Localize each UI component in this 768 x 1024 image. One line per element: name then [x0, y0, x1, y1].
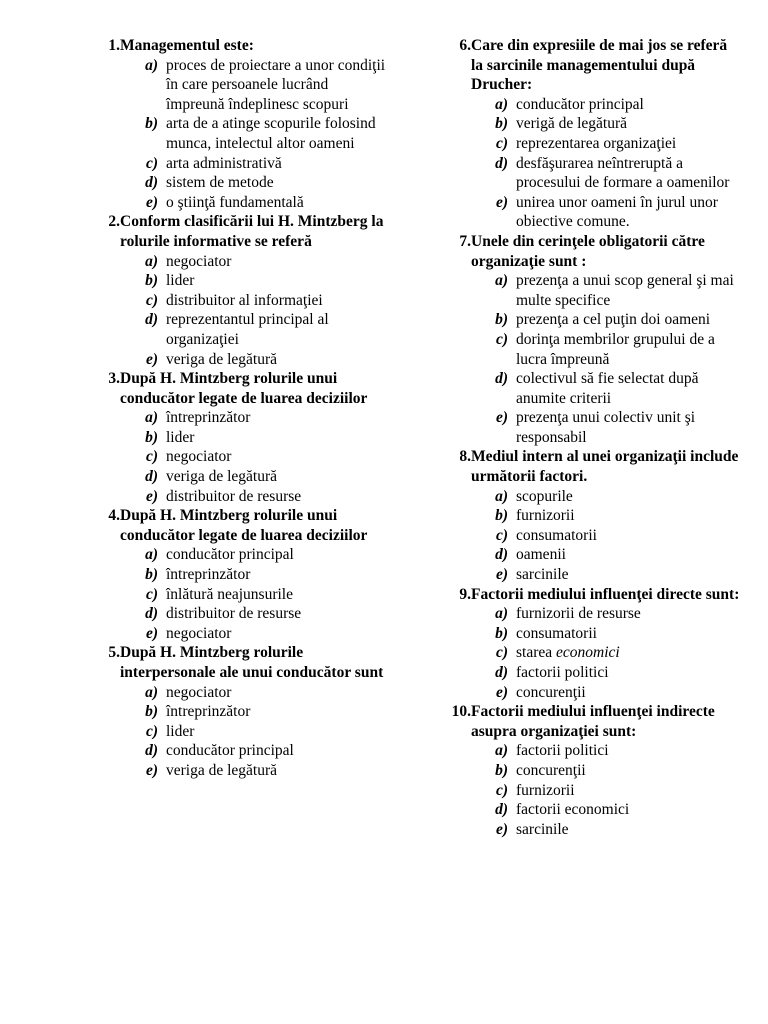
option-text — [516, 487, 740, 507]
option-text-main: lider — [166, 272, 195, 290]
answer-option — [90, 271, 390, 291]
option-text — [166, 271, 390, 291]
question-number: 5. — [108, 644, 120, 662]
option-text-main: desfăşurarea neîntreruptă a procesului de formare a oamenilor — [516, 154, 730, 192]
answer-option — [90, 350, 390, 370]
option-text — [516, 683, 740, 703]
option-text-main: veriga de legătură — [166, 350, 278, 368]
option-letter: c) — [145, 291, 158, 309]
option-text — [166, 173, 390, 193]
question-number: 4. — [108, 507, 120, 525]
option-text-main: negociator — [166, 624, 232, 642]
option-text — [516, 330, 740, 369]
option-list — [90, 408, 390, 506]
option-text — [166, 252, 390, 272]
option-letter: b) — [495, 311, 508, 329]
answer-option — [90, 114, 390, 153]
question-number: 3. — [108, 370, 120, 388]
question-text: Conform clasificării lui H. Mintzberg la rolurile informative se referă — [120, 213, 384, 250]
option-text — [516, 741, 740, 761]
question-number: 1. — [108, 37, 120, 54]
option-letter: b) — [145, 115, 158, 133]
option-letter: a) — [495, 605, 508, 623]
option-letter: b) — [495, 624, 508, 642]
option-text — [516, 643, 740, 663]
question-block — [90, 643, 390, 780]
question-block — [90, 212, 390, 369]
answer-option — [90, 56, 390, 115]
option-text — [166, 56, 390, 115]
option-text — [516, 545, 740, 565]
option-letter: b) — [145, 428, 158, 446]
answer-option — [440, 526, 740, 546]
question-number: 10. — [451, 703, 471, 721]
option-letter: a) — [145, 56, 158, 74]
option-text-main: arta administrativă — [166, 154, 282, 172]
option-letter: c) — [495, 330, 508, 348]
answer-option — [90, 702, 390, 722]
option-text — [166, 467, 390, 487]
option-letter: e) — [495, 193, 508, 211]
option-letter: b) — [145, 566, 158, 584]
option-text — [166, 193, 390, 213]
option-text-main: veriga de legătură — [166, 468, 278, 486]
option-text — [166, 702, 390, 722]
right-column — [440, 36, 740, 839]
option-text — [166, 741, 390, 761]
option-letter: c) — [145, 154, 158, 172]
question-heading — [440, 232, 740, 271]
option-text — [166, 408, 390, 428]
question-text: Factorii mediului influenţei indirecte asupra organizaţiei sunt: — [471, 703, 715, 740]
option-text — [166, 447, 390, 467]
left-column — [90, 36, 390, 781]
answer-option — [90, 310, 390, 349]
question-text: După H. Mintzberg rolurile unui conducător legate de luarea deciziilor — [120, 370, 368, 407]
answer-option — [440, 134, 740, 154]
option-text — [516, 820, 740, 840]
question-block — [440, 702, 740, 839]
question-text: Managementul este: — [120, 37, 254, 54]
question-number: 7. — [459, 232, 471, 250]
answer-option — [440, 820, 740, 840]
option-letter: e) — [495, 820, 508, 838]
option-letter: b) — [495, 507, 508, 525]
option-letter: b) — [495, 761, 508, 779]
question-heading — [90, 212, 390, 251]
option-text — [516, 761, 740, 781]
option-text-main: verigă de legătură — [516, 115, 628, 133]
option-letter: c) — [495, 526, 508, 544]
option-text-main: furnizorii de resurse — [516, 605, 641, 623]
option-letter: c) — [145, 585, 158, 603]
answer-option — [90, 722, 390, 742]
option-text — [516, 565, 740, 585]
answer-option — [440, 643, 740, 663]
answer-option — [90, 487, 390, 507]
option-text — [516, 114, 740, 134]
question-number: 6. — [459, 37, 471, 54]
answer-option — [90, 428, 390, 448]
answer-option — [90, 585, 390, 605]
option-letter: a) — [495, 742, 508, 760]
question-heading — [440, 585, 740, 605]
option-list — [440, 741, 740, 839]
option-text — [516, 408, 740, 447]
question-block — [440, 232, 740, 448]
answer-option — [440, 95, 740, 115]
option-list — [440, 487, 740, 585]
answer-option — [90, 154, 390, 174]
option-letter: a) — [145, 683, 158, 701]
option-text — [516, 369, 740, 408]
option-list — [90, 683, 390, 781]
option-text — [516, 134, 740, 154]
option-text-main: conducător principal — [516, 95, 644, 113]
option-list — [90, 56, 390, 213]
option-letter: e) — [145, 193, 158, 211]
option-letter: b) — [495, 115, 508, 133]
question-text: Factorii mediului influenţei directe sunt: — [471, 585, 740, 603]
question-text: Mediul intern al unei organizaţii include următorii factori. — [471, 448, 739, 486]
option-text-main: furnizorii — [516, 781, 575, 799]
option-text-main: întreprinzător — [166, 409, 251, 427]
option-list — [90, 545, 390, 643]
option-text-main: o ştiinţă fundamentală — [166, 193, 304, 211]
option-text-main: factorii politici — [516, 664, 609, 681]
answer-option — [440, 487, 740, 507]
answer-option — [440, 545, 740, 565]
option-text — [166, 310, 390, 349]
option-letter: c) — [145, 448, 158, 466]
option-letter: d) — [145, 174, 158, 192]
option-list — [90, 252, 390, 370]
option-text — [516, 526, 740, 546]
answer-option — [440, 624, 740, 644]
option-list — [440, 95, 740, 232]
answer-option — [90, 741, 390, 761]
option-text-main: conducător principal — [166, 742, 294, 760]
answer-option — [90, 467, 390, 487]
question-block — [440, 36, 740, 232]
option-text — [166, 154, 390, 174]
question-text: Care din expresiile de mai jos se referă la sarcinile managementului după Drucher: — [471, 37, 728, 94]
answer-option — [90, 604, 390, 624]
option-letter: d) — [145, 742, 158, 760]
option-letter: e) — [495, 566, 508, 584]
option-text — [516, 193, 740, 232]
option-text — [166, 604, 390, 624]
option-text — [516, 624, 740, 644]
question-text: Unele din cerinţele obligatorii către organizaţie sunt : — [471, 232, 705, 270]
answer-option — [440, 408, 740, 447]
option-text — [166, 585, 390, 605]
answer-option — [90, 565, 390, 585]
option-letter: b) — [145, 272, 158, 290]
answer-option — [90, 173, 390, 193]
option-letter: e) — [495, 683, 508, 701]
answer-option — [440, 781, 740, 801]
question-heading — [90, 643, 390, 682]
option-letter: d) — [495, 370, 508, 388]
answer-option — [90, 252, 390, 272]
option-text-main: prezenţa unui colectiv unit şi responsabil — [516, 409, 696, 446]
option-letter: e) — [145, 487, 158, 505]
option-letter: c) — [495, 644, 508, 662]
option-text — [516, 781, 740, 801]
option-letter: a) — [145, 546, 158, 564]
option-letter: c) — [495, 781, 508, 799]
option-text-main: lider — [166, 428, 195, 446]
option-text — [516, 95, 740, 115]
option-text — [166, 761, 390, 781]
option-letter: a) — [495, 487, 508, 505]
question-block — [90, 369, 390, 506]
option-text — [166, 545, 390, 565]
option-letter: d) — [145, 605, 158, 623]
option-text-main: întreprinzător — [166, 566, 251, 584]
option-text-main: sistem de metode — [166, 174, 274, 192]
option-text-main: reprezentarea organizaţiei — [516, 134, 677, 152]
question-block — [90, 36, 390, 212]
question-number: 9. — [459, 585, 471, 603]
option-list — [440, 604, 740, 702]
option-text-main: arta de a atinge scopurile folosind munca, intelectul altor oameni — [166, 115, 376, 152]
answer-option — [440, 154, 740, 193]
answer-option — [440, 565, 740, 585]
option-text — [166, 350, 390, 370]
question-text: După H. Mintzberg rolurile unui conducător legate de luarea deciziilor — [120, 507, 368, 544]
answer-option — [440, 330, 740, 369]
answer-option — [440, 741, 740, 761]
option-text — [516, 271, 740, 310]
question-heading — [440, 447, 740, 486]
option-text-main: colectivul să fie selectat după anumite criterii — [516, 370, 699, 407]
answer-option — [440, 193, 740, 232]
option-text-main: proces de proiectare a unor condiţii în care persoanele lucrând împreună îndeplinesc scopuri — [166, 56, 386, 113]
option-letter: a) — [495, 272, 508, 290]
option-text — [166, 487, 390, 507]
option-letter: d) — [495, 546, 508, 564]
option-text — [166, 291, 390, 311]
option-text-main: starea — [516, 644, 557, 662]
option-text — [166, 428, 390, 448]
option-text-main: factorii politici — [516, 742, 609, 760]
answer-option — [440, 663, 740, 683]
question-heading — [440, 702, 740, 741]
answer-option — [440, 683, 740, 703]
option-text-main: negociator — [166, 252, 232, 270]
question-heading — [90, 369, 390, 408]
answer-option — [440, 800, 740, 820]
answer-option — [90, 761, 390, 781]
question-text: După H. Mintzberg rolurile interpersonale ale unui conducător sunt — [120, 644, 384, 681]
question-block — [90, 506, 390, 643]
question-number: 2. — [108, 213, 120, 231]
option-letter: d) — [145, 311, 158, 329]
option-text-main: întreprinzător — [166, 703, 251, 721]
option-text-main: distribuitor de resurse — [166, 605, 302, 623]
option-text — [516, 154, 740, 193]
option-text — [516, 604, 740, 624]
answer-option — [90, 683, 390, 703]
option-text-main: furnizorii — [516, 507, 575, 525]
answer-option — [90, 624, 390, 644]
option-text-main: scopurile — [516, 487, 573, 505]
option-letter: b) — [145, 703, 158, 721]
answer-option — [440, 369, 740, 408]
option-letter: d) — [495, 801, 508, 819]
option-letter: e) — [145, 624, 158, 642]
option-text-main: sarcinile — [516, 566, 569, 584]
answer-option — [440, 604, 740, 624]
question-heading — [90, 36, 390, 56]
option-text-main: lider — [166, 722, 195, 740]
option-text-main: conducător principal — [166, 546, 294, 564]
answer-option — [90, 545, 390, 565]
question-block — [440, 447, 740, 584]
option-text-main: unirea unor oameni în jurul unor obiective comune. — [516, 193, 718, 231]
option-text-main: sarcinile — [516, 820, 569, 838]
option-text-main: factorii economici — [516, 801, 630, 819]
option-text-italic: economici — [556, 644, 620, 662]
option-letter: d) — [495, 664, 508, 681]
option-letter: c) — [495, 134, 508, 152]
option-text-main: negociator — [166, 448, 232, 466]
option-text-main: negociator — [166, 683, 232, 701]
answer-option — [440, 310, 740, 330]
option-letter: a) — [145, 252, 158, 270]
option-list — [440, 271, 740, 447]
option-text — [166, 722, 390, 742]
option-letter: a) — [145, 409, 158, 427]
option-letter: a) — [495, 95, 508, 113]
answer-option — [440, 114, 740, 134]
question-heading — [90, 506, 390, 545]
option-text-main: concurenţii — [516, 683, 586, 701]
option-letter: c) — [145, 722, 158, 740]
option-letter: e) — [495, 409, 508, 427]
option-text-main: concurenţii — [516, 761, 586, 779]
option-text-main: înlătură neajunsurile — [166, 585, 293, 603]
option-text-main: consumatorii — [516, 624, 597, 642]
option-text — [516, 310, 740, 330]
option-text-main: dorinţa membrilor grupului de a lucra împreună — [516, 330, 715, 368]
option-text-main: prezenţa a unui scop general şi mai multe specifice — [516, 272, 734, 309]
question-heading — [440, 36, 740, 95]
option-text-main: distribuitor al informaţiei — [166, 291, 323, 309]
option-letter: d) — [495, 154, 508, 172]
option-letter: e) — [145, 350, 158, 368]
option-text — [166, 114, 390, 153]
option-text-main: prezenţa a cel puţin doi oameni — [516, 311, 711, 329]
answer-option — [90, 408, 390, 428]
option-text-main: distribuitor de resurse — [166, 487, 302, 505]
option-text-main: reprezentantul principal al organizaţiei — [166, 311, 329, 348]
option-text-main: veriga de legătură — [166, 761, 278, 779]
option-text — [166, 624, 390, 644]
option-text — [516, 800, 740, 820]
answer-option — [90, 291, 390, 311]
question-block — [440, 585, 740, 703]
option-text — [166, 683, 390, 703]
answer-option — [90, 193, 390, 213]
option-letter: e) — [145, 761, 158, 779]
option-text — [516, 663, 740, 683]
option-letter: d) — [145, 468, 158, 486]
option-text — [516, 506, 740, 526]
option-text-main: consumatorii — [516, 526, 597, 544]
question-number: 8. — [459, 448, 471, 466]
option-text — [166, 565, 390, 585]
option-text-main: oamenii — [516, 546, 566, 564]
answer-option — [440, 506, 740, 526]
answer-option — [440, 761, 740, 781]
answer-option — [90, 447, 390, 467]
answer-option — [440, 271, 740, 310]
